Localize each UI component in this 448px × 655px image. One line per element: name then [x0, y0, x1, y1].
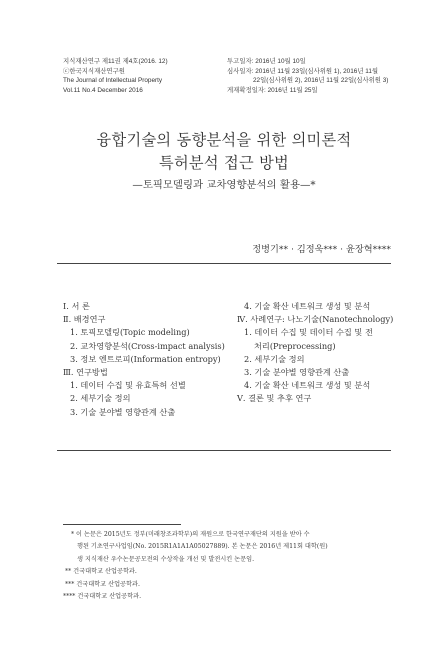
toc-item: Ⅱ. 배경연구 — [63, 314, 106, 325]
toc-item: 4. 기술 확산 네트워크 생성 및 분석 — [244, 301, 371, 311]
authors: 정병기** · 김정욱*** · 윤장혁**** — [252, 244, 391, 255]
toc-left-column — [63, 300, 225, 419]
toc-item: 2. 세부기술 정의 — [244, 353, 305, 364]
review-date-1: 심사일자: 2016년 11월 23일(심사위원 1), 2016년 11월 — [227, 67, 379, 75]
toc-item: 1. 데이터 수집 및 데이터 수집 및 전 — [244, 327, 373, 338]
toc-bottom-rule — [57, 450, 391, 451]
toc-item: 처리(Preprocessing) — [254, 340, 336, 351]
toc-item: Ⅳ. 사례연구: 나노기술(Nanotechnology) — [237, 314, 394, 325]
footnote-separator — [63, 524, 181, 525]
toc-item: Ⅴ. 결론 및 추후 연구 — [237, 393, 312, 404]
toc-item: 3. 기술 분야별 영향관계 산출 — [70, 406, 176, 417]
footnotes — [63, 529, 328, 603]
paper-title-line2: 특허분석 접근 방법 — [158, 154, 290, 172]
toc-item: 2. 세부기술 정의 — [70, 393, 131, 404]
toc-top-rule — [57, 263, 391, 264]
toc-item: 1. 데이터 수집 및 유효특허 선별 — [70, 380, 186, 391]
journal-volume-en: Vol.11 No.4 December 2016 — [63, 86, 143, 94]
review-dates — [227, 57, 388, 95]
footnote-author-4: **** 건국대학교 산업공학과. — [63, 593, 142, 601]
journal-info — [63, 57, 168, 95]
footnote-author-2: ** 건국대학교 산업공학과. — [65, 568, 137, 576]
copyright: ⓒ한국지식재산연구원 — [63, 67, 125, 75]
acceptance-date: 게재확정일자: 2016년 11월 25일 — [227, 86, 318, 94]
toc-item: 3. 정보 엔트로피(Information entropy) — [70, 353, 221, 364]
toc-item: 2. 교차영향분석(Cross-impact analysis) — [70, 340, 225, 351]
toc-item: Ⅰ. 서 론 — [63, 301, 90, 311]
toc-item: 4. 기술 확산 네트워크 생성 및 분석 — [244, 380, 371, 391]
footnote-funding-cont: 생 지식재산 우수논문공모전의 수상작을 개선 및 발전시킨 논문임. — [77, 555, 255, 563]
toc-item: 1. 토픽모델링(Topic modeling) — [70, 327, 190, 338]
paper-title-line1: 융합기술의 동향분석을 위한 의미론적 — [96, 131, 352, 149]
journal-name-en: The Journal of Intellectual Property — [63, 77, 163, 85]
toc-item: 3. 기술 분야별 영향관계 산출 — [244, 367, 350, 378]
toc-right-column — [237, 300, 393, 406]
footnote-author-3: *** 건국대학교 산업공학과. — [65, 580, 140, 588]
journal-issue: 지식재산연구 제11권 제4호(2016. 12) — [63, 58, 168, 65]
footnote-funding-cont: 행된 기초연구사업임(No. 2015R1A1A1A05027889). 본 논문은 2016년 제11회 대학(원) — [77, 543, 328, 551]
toc-item: Ⅲ. 연구방법 — [63, 367, 108, 378]
submission-date: 투고일자: 2016년 10월 10일 — [227, 58, 306, 65]
paper-subtitle: —토픽모델링과 교차영향분석의 활용—* — [132, 179, 316, 191]
footnote-funding: * 이 논문은 2015년도 정부(미래창조과학부)의 재원으로 한국연구재단의 지원을 받아 수 — [71, 531, 310, 538]
review-date-2: 22일(심사위원 2), 2016년 11월 22일(심사위원 3) — [253, 77, 389, 85]
